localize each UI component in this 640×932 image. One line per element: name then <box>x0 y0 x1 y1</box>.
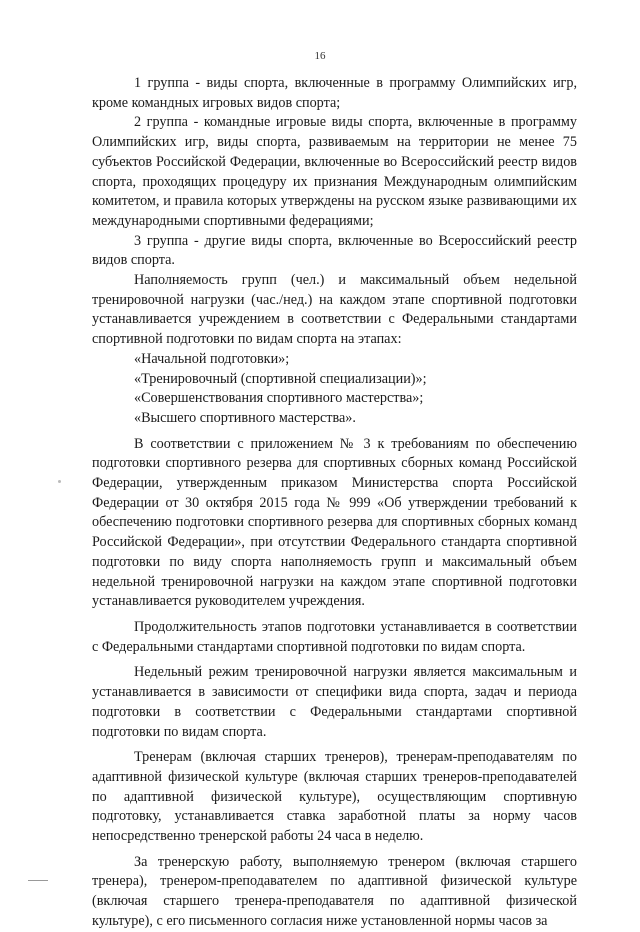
paragraph-group-1: 1 группа - виды спорта, включенные в программу Олимпийских игр, кроме командных игровых видов спорта; <box>92 75 577 111</box>
page-number: 16 <box>314 50 326 62</box>
paragraph-weekly-regime: Недельный режим тренировочной нагрузки является максимальным и устанавливается в зависимости от специфики вида спорта, задач и периода подготовки в соответствии с Федеральными стандартами спортивной подготовки по видам спорта. <box>92 664 577 740</box>
list-item-stage-highest: «Высшего спортивного мастерства». <box>134 409 356 426</box>
paragraph-group-capacity: Наполняемость групп (чел.) и максимальный объем недельной тренировочной нагрузки (час./нед.) на каждом этапе спортивной подготовки устанавливается учреждением в соответствии с Федеральными стандартами спортивной подготовки по видам спорта на этапах: <box>92 272 577 348</box>
paragraph-appendix-3: В соответствии с приложением № 3 к требованиям по обеспечению подготовки спортивного резерва для спортивных сборных команд Российской Федерации, утвержденным приказом Министерства спорта Российской Федерации от 30 октября 2015 года № 999 «Об утверждении требований к обеспечению подготовки спортивного резерва для спортивных сборных команд Российской Федерации», при отсутствии Федерального стандарта спортивной подготовки по виду спорта наполняемость групп и максимальный объем недельной тренировочной нагрузки на каждом этапе спортивной подготовки устанавливается руководителем учреждения. <box>92 435 577 610</box>
paragraph-coach-work: За тренерскую работу, выполняемую тренером (включая старшего тренера), тренером-преподавателем по адаптивной физической культуре (включая старшего тренера-преподавателя по адаптивной физической культуре), с его письменного согласия ниже установленной нормы часов за <box>92 853 577 929</box>
list-item-stage-initial: «Начальной подготовки»; <box>134 350 290 367</box>
paragraph-group-2: 2 группа - командные игровые виды спорта, включенные в программу Олимпийских игр, виды спорта, развиваемым на территории не менее 75 субъектов Российской Федерации, включенные во Всероссийский реестр видов спорта, проходящих процедуру их признания Международным олимпийским комитетом, и правила которых утверждены на русском языке развивающими их международными спортивными федерациями; <box>92 114 577 229</box>
paragraph-coach-rate: Тренерам (включая старших тренеров), тренерам-преподавателям по адаптивной физической культуре (включая старших тренеров-преподавателей по адаптивной физической культуре), осуществляющим спортивную подготовку, устанавливается ставка заработной платы за норму часов непосредственно тренерской работы 24 часа в неделю. <box>92 749 577 845</box>
paragraph-group-3: 3 группа - другие виды спорта, включенные во Всероссийский реестр видов спорта. <box>92 232 577 269</box>
list-item-stage-training: «Тренировочный (спортивной специализации)»; <box>134 370 427 387</box>
document-body <box>92 74 577 932</box>
list-item-stage-improvement: «Совершенствования спортивного мастерства»; <box>134 390 424 407</box>
margin-mark <box>58 480 61 483</box>
paragraph-stage-duration: Продолжительность этапов подготовки устанавливается в соответствии с Федеральными стандартами спортивной подготовки по видам спорта. <box>92 618 577 655</box>
footer-line <box>28 880 48 881</box>
